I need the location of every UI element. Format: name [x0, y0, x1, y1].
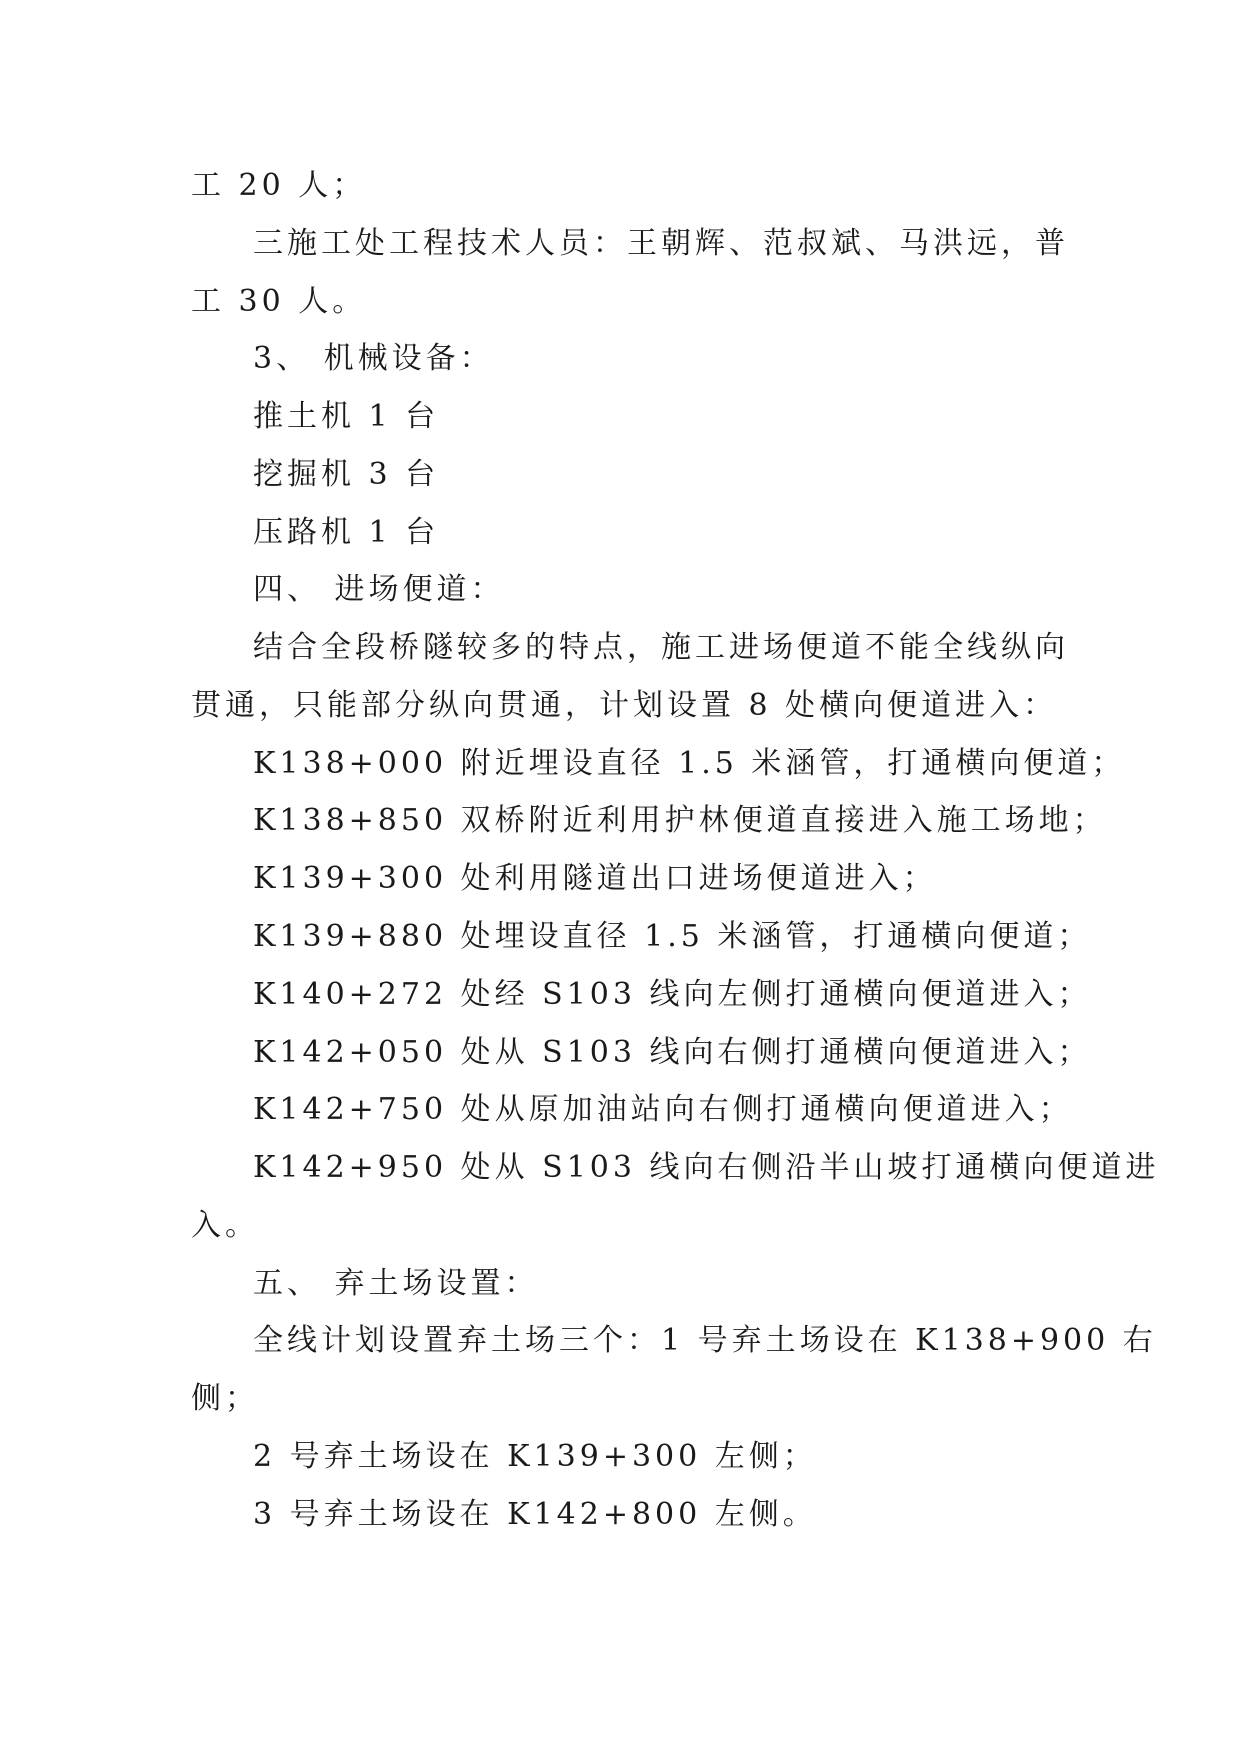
- section-heading: 四、 进场便道：: [253, 572, 505, 607]
- text-line: 推土机 1 台: [253, 399, 440, 434]
- text-line: 全线计划设置弃土场三个：1 号弃土场设在 K138+900 右: [253, 1323, 1157, 1358]
- text-line: K138+000 附近埋设直径 1.5 米涵管，打通横向便道；: [253, 746, 1126, 781]
- text-line: K138+850 双桥附近利用护林便道直接进入施工场地；: [253, 803, 1107, 838]
- text-line: K139+300 处利用隧道出口进场便道进入；: [253, 861, 937, 896]
- text-line: 侧；: [191, 1381, 259, 1416]
- section-heading: 五、 弃土场设置：: [253, 1266, 539, 1301]
- text-line: K142+750 处从原加油站向右侧打通横向便道进入；: [253, 1092, 1073, 1127]
- text-line: 三施工处工程技术人员：王朝辉、范叔斌、马洪远，普: [253, 226, 1069, 261]
- text-line: 贯通，只能部分纵向贯通，计划设置 8 处横向便道进入：: [191, 688, 1058, 723]
- text-line: 入。: [191, 1208, 259, 1243]
- text-line: K140+272 处经 S103 线向左侧打通横向便道进入；: [253, 977, 1092, 1012]
- text-line: 工 20 人；: [191, 168, 367, 203]
- text-line: 2 号弃土场设在 K139+300 左侧；: [253, 1439, 817, 1474]
- text-line: 工 30 人。: [191, 284, 367, 319]
- section-heading: 3、 机械设备：: [253, 341, 494, 376]
- text-line: 结合全段桥隧较多的特点，施工进场便道不能全线纵向: [253, 630, 1069, 665]
- text-line: K142+950 处从 S103 线向右侧沿半山坡打通横向便道进: [253, 1150, 1160, 1185]
- text-line: 3 号弃土场设在 K142+800 左侧。: [253, 1497, 817, 1532]
- text-line: 挖掘机 3 台: [253, 457, 440, 492]
- text-line: 压路机 1 台: [253, 515, 440, 550]
- text-line: K142+050 处从 S103 线向右侧打通横向便道进入；: [253, 1035, 1092, 1070]
- text-line: K139+880 处埋设直径 1.5 米涵管，打通横向便道；: [253, 919, 1092, 954]
